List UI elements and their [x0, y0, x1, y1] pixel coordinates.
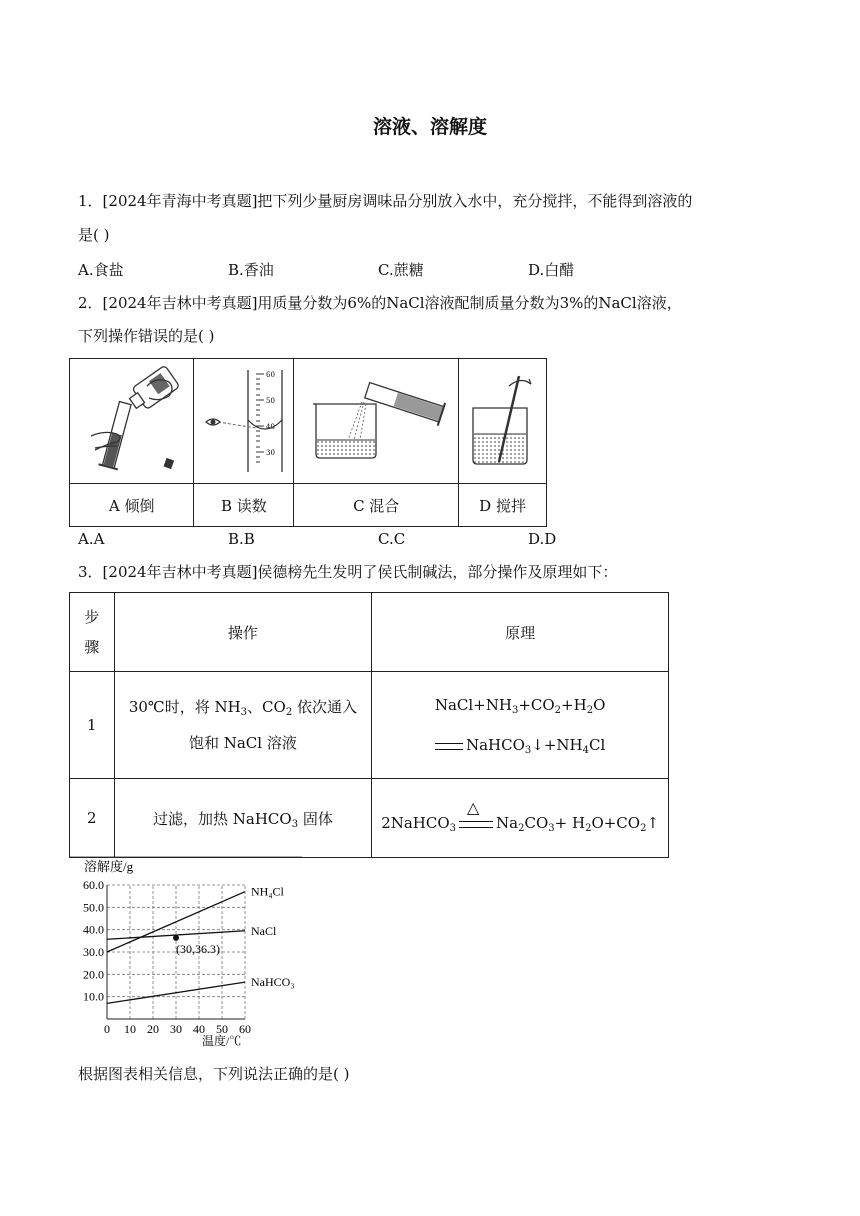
cylinder-tick-60: 60	[265, 370, 275, 379]
q2-option-c[interactable]: C.C	[378, 530, 406, 548]
row2-principle: 2NaHCO$_3$ △ $Na_2CO_3+$ $H_2O+CO_2↑$	[372, 779, 669, 858]
chart-labels	[83, 878, 295, 1036]
nacl-legend: NaCl	[251, 923, 277, 938]
header-step: 步 骤	[70, 593, 115, 672]
q2-option-b[interactable]: B.B	[228, 530, 255, 548]
x-tick-label: 10	[124, 1022, 136, 1036]
caption-b: B 读数	[194, 484, 294, 527]
x-tick-label: 0	[104, 1022, 110, 1036]
marked-point-label: (30,36.3)	[176, 941, 220, 956]
figure-c-mixing	[294, 359, 459, 484]
x-tick-label: 20	[147, 1022, 159, 1036]
q1-stem-line2: 是( )	[78, 226, 110, 244]
q3-process-table	[69, 592, 669, 858]
caption-d: D 搅拌	[459, 484, 547, 527]
figure-b-reading	[194, 359, 294, 484]
solubility-chart	[70, 856, 320, 1048]
heat-equals-sign	[459, 797, 493, 828]
header-operation: 操作	[114, 593, 372, 672]
header-principle: 原理	[372, 593, 669, 672]
y-tick-label: 40.0	[83, 922, 104, 937]
q1-option-a[interactable]: A.食盐	[78, 261, 124, 279]
row2-operation: 过滤，加热 NaHCO$_3$ 固体	[114, 779, 372, 858]
chart-xlabel: 温度/℃	[202, 1034, 242, 1048]
caption-c: C 混合	[294, 484, 459, 527]
nahco3-legend: NaHCO₃	[251, 975, 295, 990]
q1-option-c[interactable]: C.蔗糖	[378, 261, 424, 279]
q1-stem-line1: 1．[2024年青海中考真题]把下列少量厨房调味品分别放入水中，充分搅拌，不能得到溶液的	[78, 192, 693, 210]
x-tick-label: 60	[239, 1022, 251, 1036]
x-tick-label: 40	[193, 1022, 205, 1036]
chart-ylabel: 溶解度/g	[84, 859, 134, 874]
nh4cl-legend: NH₄Cl	[251, 884, 284, 899]
q3-stem-line1: 3．[2024年吉林中考真题]侯德榜先生发明了侯氏制碱法，部分操作及原理如下：	[78, 563, 618, 581]
cylinder-tick-30: 30	[265, 448, 275, 457]
caption-a: A 倾倒	[70, 484, 194, 527]
equals-sign	[435, 743, 463, 750]
row1-principle: $NaCl+NH_3+CO_2+H_2O$ $NaHCO_3↓+NH_4Cl$	[372, 672, 669, 779]
q1-option-b[interactable]: B.香油	[228, 261, 274, 279]
row2-step: 2	[70, 779, 115, 858]
q2-option-d[interactable]: D.D	[528, 530, 557, 548]
cylinder-tick-40: 40	[265, 422, 275, 431]
cylinder-tick-50: 50	[265, 396, 275, 405]
y-tick-label: 20.0	[83, 967, 104, 982]
row1-step: 1	[70, 672, 115, 779]
figure-a-pour	[70, 359, 194, 484]
x-tick-label: 50	[216, 1022, 228, 1036]
page-title: 溶液、溶解度	[372, 116, 487, 138]
q2-stem-line1: 2．[2024年吉林中考真题]用质量分数为6%的NaCl溶液配制质量分数为3%的NaCl溶液，	[78, 294, 682, 312]
heat-icon: △	[467, 797, 480, 817]
y-tick-label: 60.0	[83, 878, 104, 892]
q2-option-a[interactable]: A.A	[78, 530, 105, 548]
q1-option-d[interactable]: D.白醋	[528, 261, 575, 279]
x-tick-label: 30	[170, 1022, 182, 1036]
y-tick-label: 10.0	[83, 989, 104, 1004]
q2-stem-line2: 下列操作错误的是( )	[78, 327, 215, 345]
nahco3-line	[107, 982, 245, 1003]
marked-point	[173, 935, 179, 941]
q2-figure-table	[69, 358, 547, 527]
y-tick-label: 30.0	[83, 945, 104, 959]
y-tick-label: 50.0	[83, 900, 104, 915]
figure-d-stirring	[459, 359, 547, 484]
q3-question: 根据图表相关信息，下列说法正确的是( )	[78, 1065, 350, 1083]
row1-operation: 30℃时，将 $NH_3$、$CO_2$ 依次通入 饱和 NaCl 溶液	[114, 672, 372, 779]
